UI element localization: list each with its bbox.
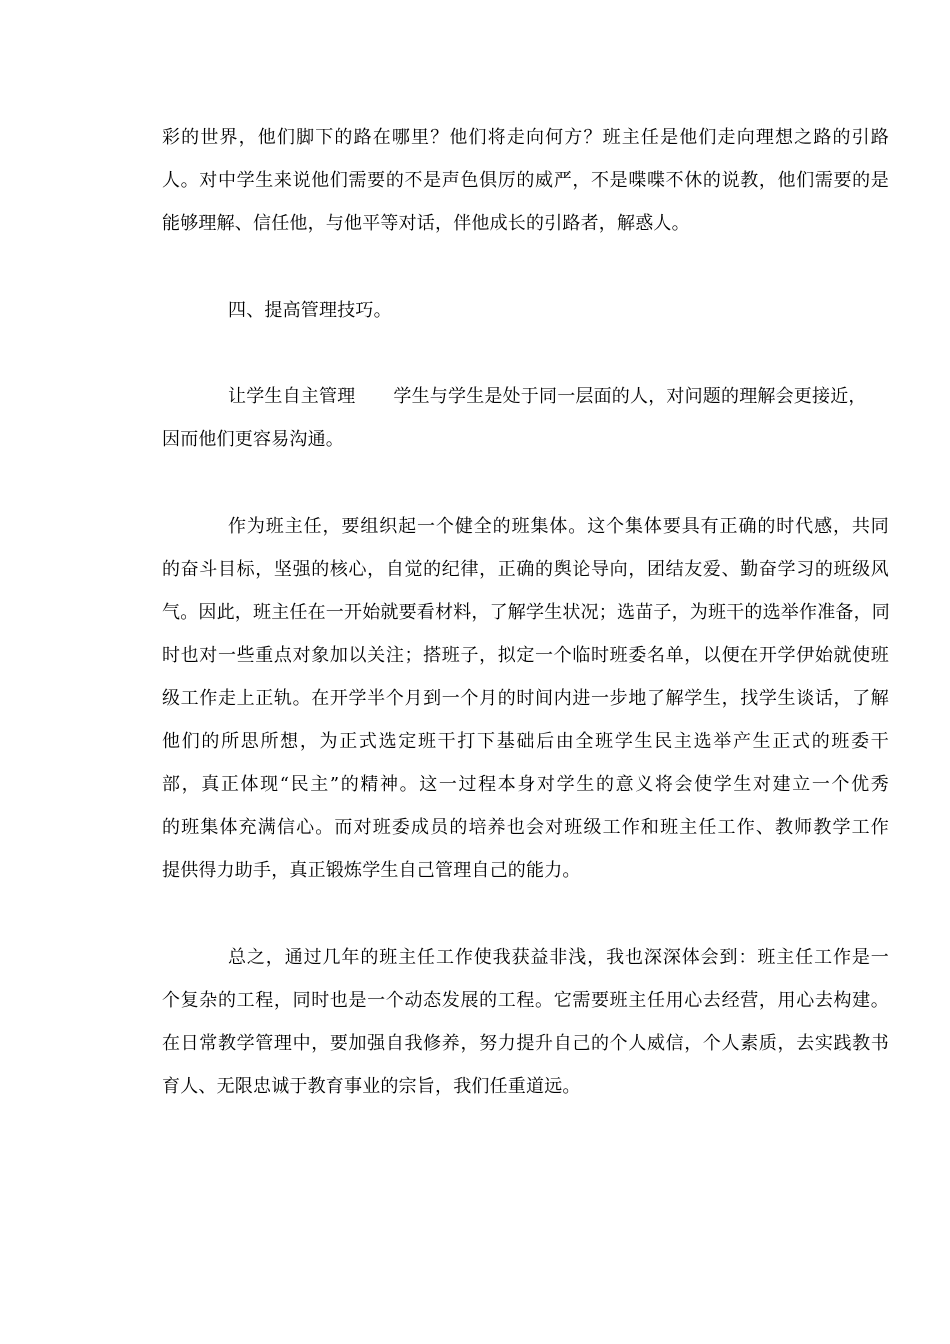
text-line: 学生与学生是处于同一层面的人，对问题的理解会更接近， (393, 386, 867, 407)
text-line: 总之，通过几年的班主任工作使我获益非浅，我也深深体会到：班主任工作是一 (228, 947, 889, 968)
text-line: 他们的所思所想，为正式选定班干打下基础后由全班学生民主选举产生正式的班委干 (162, 731, 889, 752)
text-line: 时也对一些重点对象加以关注；搭班子，拟定一个临时班委名单，以便在开学伊始就使班 (162, 645, 889, 666)
text-line: 级工作走上正轨。在开学半个月到一个月的时间内进一步地了解学生，找学生谈话，了解 (162, 688, 889, 709)
text-line: 因而他们更容易沟通。 (162, 429, 344, 450)
text-line: 能够理解、信任他，与他平等对话，伴他成长的引路者，解惑人。 (162, 213, 690, 234)
text-line: 作为班主任，要组织起一个健全的班集体。这个集体要具有正确的时代感，共同 (228, 516, 889, 537)
text-line: 个复杂的工程，同时也是一个动态发展的工程。它需要班主任用心去经营，用心去构建。 (162, 990, 889, 1011)
text-line: 的奋斗目标，坚强的核心，自觉的纪律，正确的舆论导向，团结友爱、勤奋学习的班级风 (162, 559, 889, 580)
text-line: 在日常教学管理中，要加强自我修养，努力提升自己的个人威信，个人素质，去实践教书 (162, 1033, 889, 1054)
text-line: 提供得力助手，真正锻炼学生自己管理自己的能力。 (162, 860, 581, 881)
text-line: 彩的世界，他们脚下的路在哪里？他们将走向何方？班主任是他们走向理想之路的引路 (162, 127, 889, 148)
text-line: 部，真正体现“民主”的精神。这一过程本身对学生的意义将会使学生对建立一个优秀 (162, 774, 889, 795)
section-heading: 四、提高管理技巧。 (228, 300, 392, 321)
text-line: 气。因此，班主任在一开始就要看材料，了解学生状况；选苗子，为班干的选举作准备，同 (162, 602, 890, 623)
lead-phrase: 让学生自主管理 (228, 386, 356, 407)
text-line: 育人、无限忠诚于教育事业的宗旨，我们任重道远。 (162, 1076, 581, 1097)
text-line: 人。对中学生来说他们需要的不是声色俱厉的威严，不是喋喋不休的说教，他们需要的是 (162, 170, 889, 191)
text-line: 的班集体充满信心。而对班委成员的培养也会对班级工作和班主任工作、教师教学工作 (162, 817, 889, 838)
